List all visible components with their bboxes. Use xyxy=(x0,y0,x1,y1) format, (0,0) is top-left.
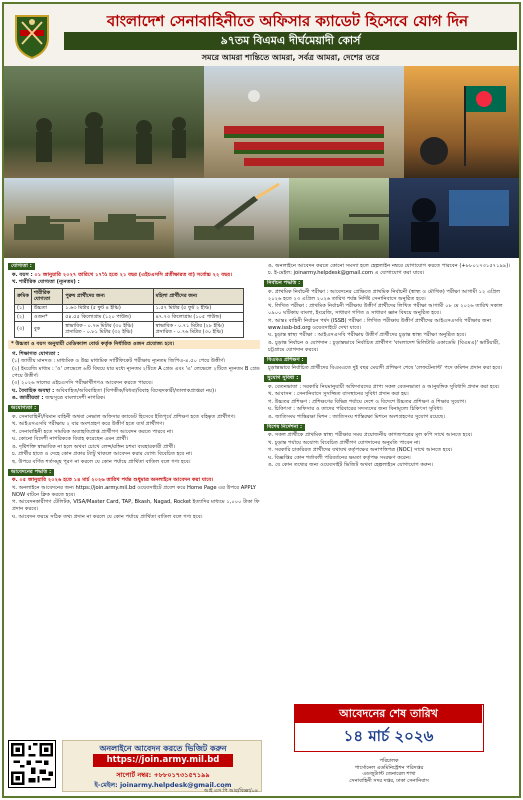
table-cell: (৩) xyxy=(15,322,32,338)
ineligibility-heading: অযোগ্যতা : xyxy=(8,405,39,412)
instruction-item: ঘ. বিজ্ঞপ্তির কোন শর্তাবলী পরিবর্তনের ক্ষমতা কর্তৃপক্ষ সংরক্ষণ করেন। xyxy=(268,454,411,461)
qr-code-icon[interactable] xyxy=(8,740,56,788)
publisher-line: পরিচালক xyxy=(379,758,399,764)
selection-item: ঙ. চূড়ান্ত নির্বাচন ও যোগদান : চূড়ান্তভাবে নির্বাচিত প্রার্থীগণ 'বাংলাদেশ মিলিটারি একাডেমি (বিএমএ)' ভাটিয়ারী, চট্টগ্রামে যোগদান করবে। xyxy=(268,339,500,353)
marital-label: ঘ. বৈবাহিক অবস্থা : xyxy=(12,387,55,394)
publisher-line: এডজুট্যান্ট জেনারেল শাখা xyxy=(362,771,416,777)
helpline-item: চ. ই-মেইল: joinarmy.helpdesk@gmail.com এ যোগাযোগ করা যাবে। xyxy=(268,270,425,277)
table-cell: উচ্চতা xyxy=(31,304,62,313)
table-cell: স্বাভাবিক - ০.৭৬ মিটার (৩০ ইঞ্চি) প্রসারিত - ০.৮১ মিটার (৩২ ইঞ্চি) xyxy=(63,322,153,338)
selection-item: ক. প্রাথমিক নির্বাচনী পরীক্ষা : আবেদনের প্রেক্ষিতে প্রাথমিক নির্বাচনী (স্বাস্থ্য ও মৌখিক) পরীক্ষা আগামী ১২ এপ্রিল ২০২৬ হতে ২৩ এপ্রিল ২০২৬ তারিখ পর্যন্ত নির্দিষ্ট সেনানিবাসে অনুষ্ঠিত হবে। xyxy=(268,288,501,302)
table-header-cell: শারীরিক যোগ্যতা xyxy=(31,289,62,305)
ineligible-item: ঘ. কোনো বিদেশী নাগরিককে বিবাহ করেছেন এমন প্রার্থী। xyxy=(12,436,129,443)
support-number: সাপোর্ট নম্বর: +৮৮০১৭৩১৫৭১৯৯ xyxy=(116,771,210,779)
tanks-photo xyxy=(4,178,174,258)
table-cell: ১.৫৭ মিটার (৫ ফুট ২ ইঞ্চি) xyxy=(153,304,243,313)
table-header-cell: পুরুষ প্রার্থীদের জন্য xyxy=(63,289,153,305)
marital-text: অবিবাহিত/অবিবাহিতা (বিপত্নীক/বিধবা/বিবাহ বিচ্ছেদকারী/তালাকপ্রাপ্তরা নয়)। xyxy=(55,387,216,394)
apply-item: ক. ০৫ জানুয়ারি ২০২৬ হতে ১৪ মার্চ ২০২৬ তারিখ পর্যন্ত শুধুমাত্র অনলাইনে আবেদন করা যাবে। xyxy=(12,477,214,484)
instruction-item: ক. সকল প্রার্থীকে প্রাথমিক স্বাস্থ্য পরীক্ষার সময় প্রয়োজনীয় কাগজপত্রের মূল কপি সাথে আনতে হবে। xyxy=(268,432,473,439)
table-row xyxy=(15,322,244,338)
ineligible-item: ক. সেনাবাহিনী/বিমান বাহিনী অথবা নেভাল অফিসার ক্যাডেট হিসেবে ইতিপূর্বে প্রশিক্ষণ হতে বহিষ্কৃত প্রার্থীগণ। xyxy=(12,413,236,420)
table-cell: ওজন* xyxy=(31,313,62,322)
training-text: চূড়ান্তভাবে নির্বাচিত প্রার্থীদের বিএমএতে দুই বছর মেয়াদী প্রশিক্ষণ শেষে 'লেফটেন্যান্ট' পদে কমিশন প্রদান করা হবে। xyxy=(268,365,503,372)
ispr-code: আই এস পি আর/বিজ্ঞা/০৪ xyxy=(204,788,259,794)
selection-heading: নির্বাচন পদ্ধতি : xyxy=(264,280,303,287)
table-cell: স্বাভাবিক - ০.৭১ মিটার (২৮ ইঞ্চি) প্রসারিত - ০.৭৬ মিটার (৩০ ইঞ্চি) xyxy=(153,322,243,338)
weight-note: * উচ্চতা ও বয়স অনুযায়ী মেডিক্যাল বোর্ড কর্তৃক নির্ধারিত ওজন প্রযোজ্য হবে। xyxy=(8,340,260,349)
table-cell: (২) xyxy=(15,313,32,322)
ineligible-item: ছ. উপরে বর্ণিত শর্তসমূহ পূরণ না করলে যে কোন পর্যায়ে প্রার্থিতা বাতিল বলে গণ্য হবে। xyxy=(12,458,191,465)
nationality-label: ঙ. জাতীয়তা : xyxy=(12,395,44,402)
motto: সমরে আমরা শান্তিতে আমরা, সর্বত্র আমরা, দেশের তরে xyxy=(201,53,380,62)
table-cell: ৫৪.৫৫ কিলোগ্রাম (১২০ পাউন্ড) xyxy=(63,313,153,322)
rocket-launch-photo xyxy=(174,178,289,258)
soldiers-training-photo xyxy=(4,66,204,178)
education-line: (৩) ২০২৬ সালের এইচএসসি পরীক্ষার্থীগণও আবেদন করতে পারবে। xyxy=(12,380,153,387)
table-cell: (১) xyxy=(15,304,32,313)
eligibility-heading: যোগ্যতা : xyxy=(8,263,35,270)
selection-item: খ. লিখিত পরীক্ষা : প্রাথমিক নির্বাচনী পরীক্ষায় উত্তীর্ণ প্রার্থীদের লিখিত পরীক্ষা আগামী ০৮ মে ২০২৬ তারিখ সকাল ০৯০০ ঘটিকায় বাংলা, ইংরেজি, সাধারণ গণিত ও সাধারণ জ্ঞান বিষয়ে অনুষ্ঠিত হবে। xyxy=(268,303,503,317)
table-row xyxy=(15,304,244,313)
benefits-heading: সুযোগ সুবিধা : xyxy=(264,375,301,382)
physical-heading: খ. শারীরিক যোগ্যতা (ন্যূনতম) : xyxy=(12,279,80,286)
army-emblem-icon xyxy=(12,8,52,60)
parade-photo xyxy=(204,66,404,178)
education-heading: গ. শিক্ষাগত যোগ্যতা : xyxy=(12,350,60,357)
left-column xyxy=(8,262,260,738)
recruitment-title: বাংলাদেশ সেনাবাহিনীতে অফিসার ক্যাডেট হিসেবে যোগ দিন xyxy=(106,12,469,30)
operator-console-photo xyxy=(389,178,519,258)
deadline-box xyxy=(294,704,484,752)
apply-item: খ. অনলাইনে আবেদনের জন্য https://join.army.mil.bd ওয়েবসাইটে প্রবেশ করে Home Page এর উপরে APPLY NOW বাটনে ক্লিক করতে হবে। xyxy=(12,484,256,498)
instruction-item: ঙ. যে কোন তথ্যের জন্য ওয়েবসাইট ভিজিট অথবা হেল্পলাইনে যোগাযোগ করুন। xyxy=(268,462,433,469)
table-row xyxy=(15,313,244,322)
benefit-item: ক. বেতনভাতা : সরকারি নিয়মানুযায়ী অফিসারদের প্রাপ্য সকল বেতনভাতা ও আনুষঙ্গিক সুবিধাদি প্রদান করা হবে। xyxy=(268,383,500,390)
apply-item: গ. আবেদনকারীগণ টেলিটক, VISA/Master Card, TAP, Bkash, Nagad, Rocket ইত্যাদির মাধ্যমে ১,০০০ টাকা ফি প্রদান করবে। xyxy=(12,499,260,513)
application-method-heading: আবেদনের পদ্ধতি : xyxy=(8,469,54,476)
publisher-line: পার্সোনেল এডমিনিস্ট্রেশন পরিদপ্তর xyxy=(354,764,424,771)
apply-item: ঘ. আবেদন ফরমে সঠিক তথ্য প্রদান না করলে যে কোন পর্যায়ে প্রার্থিতা বাতিল বলে গণ্য হবে। xyxy=(12,513,203,520)
benefit-item: গ. উচ্চতর প্রশিক্ষণ : প্রশিক্ষণের বিভিন্ন পর্যায়ে দেশে ও বিদেশে উচ্চতর প্রশিক্ষণ ও শিক্ষার সুযোগ। xyxy=(268,398,467,405)
footer xyxy=(4,707,519,796)
deadline-date: ১৪ মার্চ ২০২৬ xyxy=(343,727,434,745)
physical-requirements-table xyxy=(14,288,244,338)
table-header-cell: মহিলা প্রার্থীদের জন্য xyxy=(153,289,243,305)
benefit-item: ঘ. চিকিৎসা : অফিসার ও তাদের পরিবারের সদস্যদের জন্য বিনামূল্যে চিকিৎসা সুবিধা। xyxy=(268,406,443,413)
education-line: (২) ইংরেজি মাধ্যম : 'ও' লেভেলে ৬টি বিষয়ে যার মধ্যে ন্যূনতম ২টিতে A গ্রেড এবং 'এ' লেভেলে ২টিতে ন্যূনতম B গ্রেড পেয়ে উত্তীর্ণ। xyxy=(12,365,260,379)
helpline-item: ঙ. অনলাইনে আবেদন করতে কোনো সমস্যা হলে হেল্পলাইন নম্বরে যোগাযোগ করতে পারবেন (+৮৮০১৭৩১৫৭১৯৯)। xyxy=(268,262,511,269)
support-email[interactable]: ই-মেইল: joinarmy.helpdesk@gmail.com xyxy=(94,781,232,789)
course-banner: ৯৭তম বিএমএ দীর্ঘমেয়াদী কোর্স xyxy=(64,32,517,50)
apply-info-box xyxy=(62,740,262,792)
header xyxy=(4,4,519,66)
selection-item: গ. আন্তঃ বাহিনী নির্বাচন পর্ষদ (ISSB) পরীক্ষা : লিখিত পরীক্ষায় উত্তীর্ণ প্রার্থীদের আইএসএসবি পরীক্ষার জন্য www.issb-bd.org ওয়েবসাইটে দেখা যাবে। xyxy=(268,317,492,331)
table-header-cell: ক্রমিক xyxy=(15,289,32,305)
selection-item: ঘ. চূড়ান্ত স্বাস্থ্য পরীক্ষা : আইএসএসবি পরীক্ষায় উত্তীর্ণ প্রার্থীদের চূড়ান্ত স্বাস্থ্য পরীক্ষা অনুষ্ঠিত হবে। xyxy=(268,332,467,339)
benefit-item: ঙ. জাতিসংঘ শান্তিরক্ষা মিশন : জাতিসংঘ শান্তিরক্ষা মিশনে অংশগ্রহণের সুযোগ রয়েছে। xyxy=(268,413,445,420)
ineligible-item: চ. প্রার্থীর হাতে ও দেহে কোন প্রকার ট্যাটু থাকলে আবেদন করার যোগ্য বিবেচিত হবে না। xyxy=(12,451,193,458)
table-cell: ১.৬৩ মিটার (৫ ফুট ৪ ইঞ্চি) xyxy=(63,304,153,313)
ineligible-item: খ. আইএসএসবি পরীক্ষায় ২ বার অংশগ্রহণ করে উত্তীর্ণ হতে ব্যর্থ প্রার্থীগণ। xyxy=(12,421,165,428)
training-heading: বিএমএ প্রশিক্ষণ : xyxy=(264,357,307,364)
instruction-item: গ. সরকারি চাকরিরত প্রার্থীদের যথাযথ কর্তৃপক্ষের অনাপত্তিপত্র (NOC) সাথে আনতে হবে। xyxy=(268,447,453,454)
notice-body xyxy=(8,262,515,738)
benefit-item: খ. আবাসন : সেনানিবাসে সুসজ্জিত বাসস্থানের সুবিধা প্রদান করা হয়। xyxy=(268,391,409,398)
instruction-item: খ. চূড়ান্ত পর্যায়ে অযোগ্য বিবেচিত প্রার্থীগণ যোগদানের অনুমতি পাবেন না। xyxy=(268,439,421,446)
special-instructions-heading: বিশেষ নির্দেশনা : xyxy=(264,424,305,431)
table-header-row xyxy=(15,289,244,305)
publisher-block xyxy=(294,758,484,784)
right-column xyxy=(264,262,515,738)
visit-text: অনলাইনে আবেদন করতে ভিজিট করুন xyxy=(99,744,227,753)
age-label: ক. বয়স : xyxy=(12,271,33,278)
flag-sunset-photo xyxy=(404,66,519,178)
website-link[interactable]: https://join.army.mil.bd xyxy=(93,754,233,767)
photo-collage xyxy=(4,66,519,258)
education-line: (১) জাতীয় মানদণ্ড : মাধ্যমিক ও উচ্চ মাধ্যমিক সার্টিফিকেট পরীক্ষায় ন্যূনতম জিপিএ-৪.৫০ পেয়ে উত্তীর্ণ। xyxy=(12,358,226,365)
nationality-text: জন্মসূত্রে বাংলাদেশী নাগরিক। xyxy=(45,395,106,402)
ineligible-item: গ. সেনাবাহিনী হতে সাময়িক অব্যাহতিপ্রাপ্ত প্রার্থীগণ আবেদন করতে পারবে না। xyxy=(12,428,174,435)
artillery-field-photo xyxy=(289,178,389,258)
table-cell: ৪৭.৭৩ কিলোগ্রাম (১০৫ পাউন্ড) xyxy=(153,313,243,322)
deadline-label: আবেদনের শেষ তারিখ xyxy=(295,705,482,723)
table-cell: বুক xyxy=(31,322,62,338)
ineligible-item: ঙ. দৃষ্টিশক্তি স্বাভাবিক না হলে অথবা চোখে লেন্স/রঙ্গিন চশমা ব্যবহারকারী প্রার্থী। xyxy=(12,443,176,450)
age-text: ০১ জানুয়ারি ২০২৭ তারিখে ১৭½ হতে ২১ বছর (এইচএসসি প্রতীক্ষারত বা) সর্বোচ্চ ২২ বছর। xyxy=(34,271,232,278)
publisher-line: সেনাবাহিনী সদর দপ্তর, ঢাকা সেনানিবাস xyxy=(349,777,429,784)
